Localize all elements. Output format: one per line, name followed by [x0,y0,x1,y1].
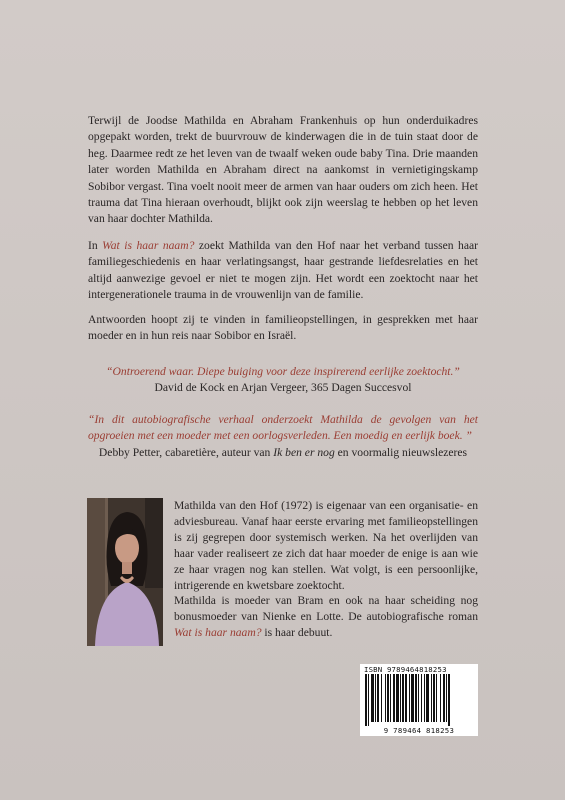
attribution-book-title: Ik ben er nog [273,445,335,459]
review-quote-2-attribution [88,445,478,461]
author-photo [87,498,163,646]
barcode-bars [365,674,473,726]
author-bio-paragraph-2 [174,593,478,641]
review-quote-2-text: “In dit autobiografische verhaal onderzoekt Mathilda de gevolgen van het opgroeien met een moeder met een oorlogsverleden. Een moedig en eerlijk boek. ” [88,413,478,443]
attribution-before: Debby Petter, cabaretière, auteur van [98,445,271,459]
book-title-inline: Wat is haar naam? [102,239,195,252]
attribution-after: en voormalig nieuwslezeres [337,445,468,459]
author-bio-paragraph-2-text: Mathilda is moeder van Bram en ook na haar scheiding nog bonusmoeder van Nienke en Lotte. De autobiografische roman [174,594,478,624]
blurb-paragraph-2 [88,238,478,304]
author-bio-paragraph-2-end: is haar debuut. [264,626,333,640]
review-quote-1 [88,364,478,397]
blurb-paragraph-1: Terwijl de Joodse Mathilda en Abraham Frankenhuis op hun onderduikadres opgepakt worden, trekt de buurvrouw de kinderwagen die in de tuin staat door de heg. Daarmee redt ze het leven van de twaalf weken oude baby Tina. Drie maanden later worden Mathilda en Abraham direct na aankomst in vernietigingskamp Sobibor vergast. Tina voelt nooit meer de armen van haar ouders om zich heen. Het trauma dat Tina hieraan overhoudt, blijkt ook zijn weerslag te hebben op het leven van haar dochter Mathilda. [88,114,478,226]
blurb-paragraph-2-text: zoekt Mathilda van den Hof naar het verband tussen haar familiegeschiedenis en haar verlatingsangst, haar gestrande liefdesrelaties en het altijd aanwezige gevoel er niet te mogen zijn. Het wordt een zoektocht naar het intergenerationele trauma in de vrouwenlijn van de familie. [88,239,478,302]
author-bio-paragraph-1: Mathilda van den Hof (1972) is eigenaar van een organisatie- en adviesbureau. Vanaf haar eerste ervaring met familieopstellingen is zij gegrepen door systemisch werken. Na het overlijden van haar vader realiseert ze zich dat haar moeder de enige is aan wie ze haar vragen nog kan stellen. Wat volgt, is een persoonlijke, intrigerende en kwetsbare zoektocht. [174,499,478,592]
review-quote-1-text: “Ontroerend waar. Diepe buiging voor deze inspirerend eerlijke zoektocht.” [106,365,460,378]
author-bio-book-title: Wat is haar naam? [174,626,262,640]
blurb-paragraph-3: Antwoorden hoopt zij te vinden in familieopstellingen, in gesprekken met haar moeder en in hun reis naar Sobibor en Israël. [88,313,478,343]
review-quote-2 [88,412,478,461]
isbn-barcode [360,664,478,736]
review-quote-1-attribution: David de Kock en Arjan Vergeer, 365 Dagen Succesvol [154,381,412,395]
blurb-in: In [88,239,98,252]
isbn-label: ISBN 9789464818253 [364,665,447,674]
barcode-digits: 9 789464 818253 [383,726,455,735]
author-bio [174,498,478,641]
